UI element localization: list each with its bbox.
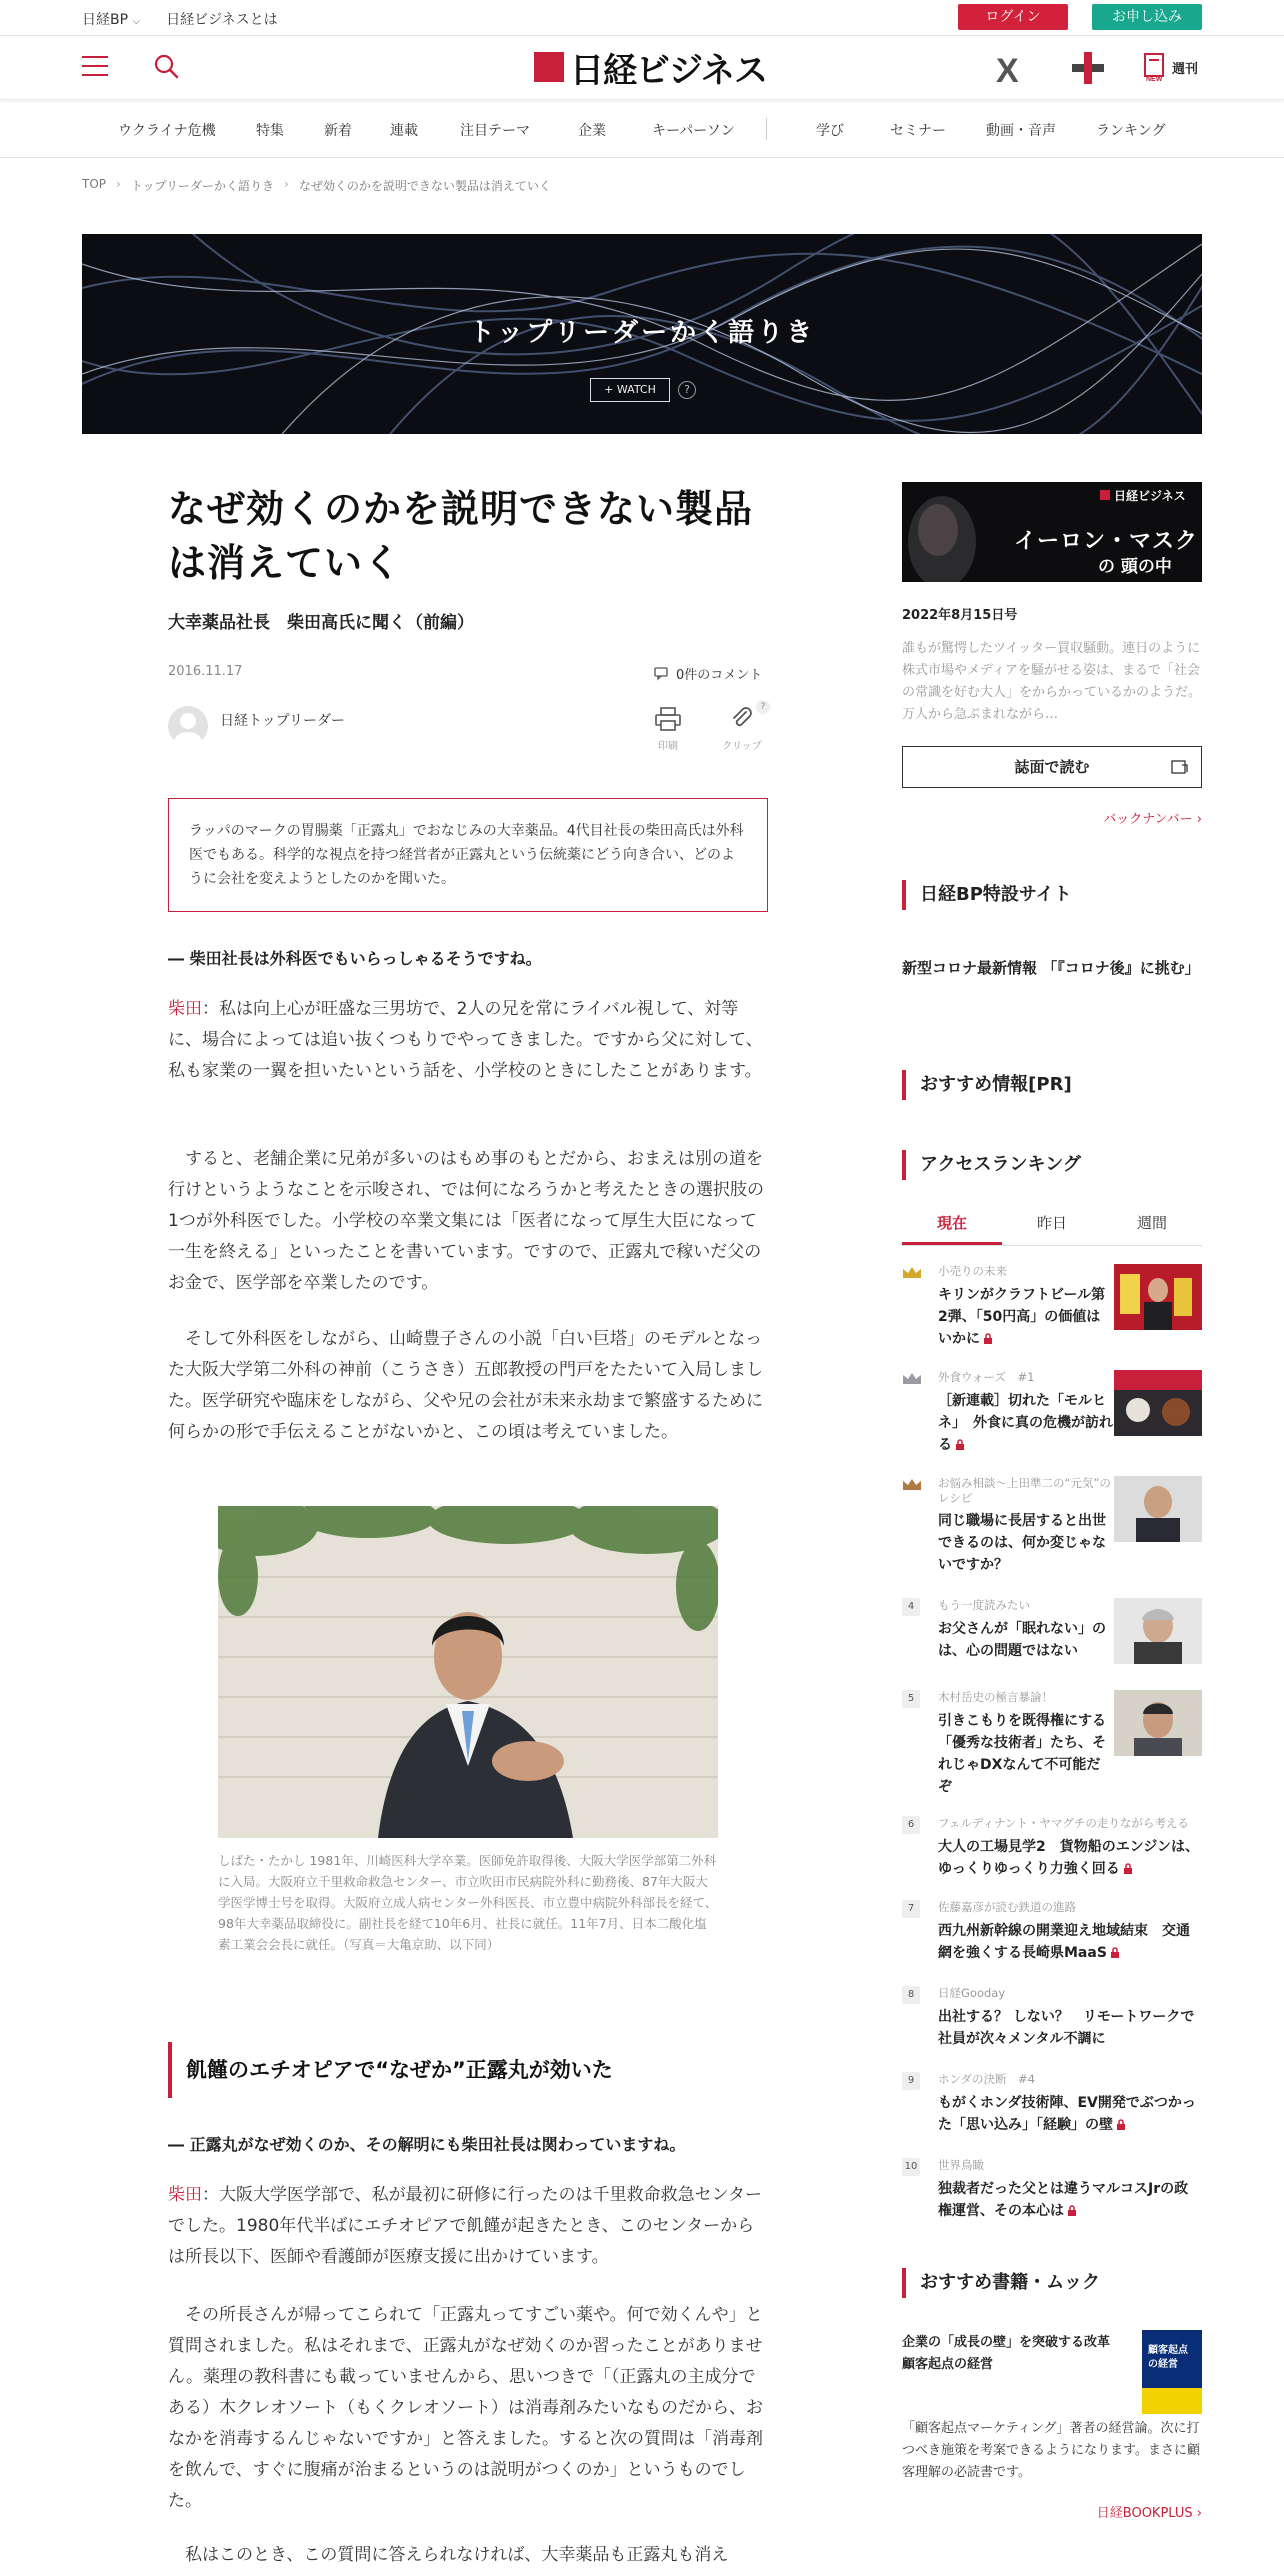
tab-yesterday[interactable]: 昨日: [1036, 1214, 1067, 1232]
book-title[interactable]: 企業の「成長の壁」を突破する改革 顧客起点の経営: [902, 2335, 1111, 2372]
nav-item-features[interactable]: 特集: [256, 123, 284, 139]
interview-photo: [218, 1506, 718, 1838]
silver-crown-icon: [901, 1370, 923, 1388]
book-cover-title: 顧客起点の経営: [1148, 2345, 1188, 2370]
ranking-number: 5: [902, 1690, 920, 1708]
article-title: なぜ効くのかを説明できない製品は消えていく: [168, 487, 754, 585]
magazine-icon: [1142, 52, 1168, 82]
ranking-category: 世界鳥瞰: [938, 2158, 984, 2172]
magazine-title-line2: の 頭の中: [1098, 557, 1172, 577]
nav-item-learning[interactable]: 学び: [816, 123, 844, 139]
weekly-link[interactable]: [1142, 52, 1198, 82]
chevron-down-icon: ⌵: [132, 16, 141, 27]
paperclip-icon: [728, 706, 756, 732]
bookplus-link[interactable]: 日経BOOKPLUS ›: [1096, 2506, 1202, 2521]
article-date: 2016.11.17: [168, 664, 243, 679]
nav-item-seminars[interactable]: セミナー: [890, 123, 946, 139]
photo-caption: しばた・たかし 1981年、川崎医科大学卒業。医師免許取得後、大阪大学医学部第二外科に入局。大阪府立千里救命救急センター、市立吹田市民病院外科に勤務後、87年大阪大学医学博士号を取得。大阪府立成人病センター外科医長、市立豊中病院外科部長を経て、98年大幸薬品取締役に。副社長を経て10年6月、社長に就任。11年7月、日本二酸化塩素工業会会長に就任。（写真＝大亀京助、以下同）: [218, 1853, 718, 1952]
nikkeibp-link[interactable]: 日経BP ⌵: [82, 12, 141, 28]
paragraph-3: そして外科医をしながら、山崎豊子さんの小説「白い巨塔」のモデルとなった大阪大学第二外科の神前（こうさき）五郎教授の門戸をたたいて入局しました。医学研究や臨床をしながら、父や兄の会社が未来永劫まで繁盛するために何らかの形で手伝えることがないかと、この頃は考えていました。: [168, 1329, 763, 1442]
gold-crown-icon: [901, 1264, 923, 1282]
book-cover-band: [1142, 2388, 1202, 2414]
chevron-right-icon: ›: [1196, 2506, 1202, 2521]
lock-icon: [1123, 1863, 1133, 1874]
ranking-thumbnail: [1114, 1476, 1202, 1542]
bronze-crown-icon: [901, 1476, 923, 1494]
ranking-number: 6: [902, 1816, 920, 1834]
ranking-thumbnail: [1114, 1370, 1202, 1436]
logo-text: 日経ビジネス: [570, 50, 767, 91]
site-header: [0, 36, 1284, 100]
ranking-title: お父さんが「眠れない」のは、心の問題ではない: [938, 1621, 1106, 1659]
comments-count: 0件のコメント: [676, 668, 763, 683]
weekly-new-badge: NEW: [1146, 76, 1163, 82]
paragraph-1: 柴田：私は向上心が旺盛な三男坊で、2人の兄を常にライバル視して、対等に、場合によっては追い抜くつもりでやってきました。ですから父に対して、私も家業の一翼を担いたいという話を、小学校のときにしたことがあります。: [168, 999, 763, 1081]
paragraph-4: 柴田：大阪大学医学部で、私が最初に研修に行ったのは千里救命救急センターでした。1980年代半ばにエチオピアで飢饉が起きたとき、このセンターからは所長以下、医師や看護師が医療支援に出かけています。: [168, 2185, 762, 2267]
ranking-title: 独裁者だった父とは違うマルコスJrの政権運営、その本心は: [938, 2181, 1189, 2219]
main-nav: [0, 102, 1284, 158]
watch-button[interactable]: + WATCH: [590, 378, 670, 402]
comment-icon: [654, 667, 670, 681]
back-numbers-link[interactable]: バックナンバー ›: [1103, 812, 1202, 827]
avatar: [168, 706, 208, 746]
special-sites-heading: 日経BP特設サイト: [902, 880, 1202, 910]
banner-title: トップリーダーかく語りき: [468, 318, 816, 348]
question-2: ― 正露丸がなぜ効くのか、その解明にも柴田社長は関わっていますね。: [168, 2135, 686, 2154]
ranking-thumbnail: [1114, 1598, 1202, 1664]
book-open-icon: [1171, 759, 1189, 775]
nav-item-companies[interactable]: 企業: [578, 123, 606, 139]
recommended-heading: おすすめ情報[PR]: [902, 1070, 1202, 1100]
utility-bar: [0, 0, 1284, 36]
search-icon[interactable]: [152, 52, 180, 80]
speaker-name: 柴田: [168, 2185, 202, 2205]
ranking-category: フェルディナント・ヤマグチの走りながら考える: [938, 1816, 1189, 1830]
chevron-right-icon: ›: [116, 177, 121, 191]
ranking-tabs: [902, 1202, 1202, 1246]
ranking-thumbnail: [1114, 1690, 1202, 1756]
magazine-description[interactable]: 誰もが驚愕したツイッター買収騒動。連日のように株式市場やメディアを騒がせる姿は、まるで「社会の常識を好む大人」をからかっているかのようだ。万人から急ぶまれながら…: [902, 641, 1202, 722]
breadcrumb: [82, 177, 551, 194]
ranking-thumbnail: [1114, 1264, 1202, 1330]
nav-item-ranking[interactable]: ランキング: [1096, 123, 1166, 139]
section-heading: 飢饉のエチオピアで“なぜか”正露丸が効いた: [168, 2042, 768, 2098]
lock-icon: [1067, 2205, 1077, 2216]
chevron-right-icon: ›: [1196, 812, 1202, 827]
magazine-cover-banner[interactable]: [902, 482, 1202, 582]
ranking-category: 佐藤嘉彦が読む鉄道の進路: [938, 1900, 1076, 1914]
magazine-issue-date: 2022年8月15日号: [902, 608, 1018, 623]
lock-icon: [1116, 2119, 1126, 2130]
nav-divider: [766, 118, 767, 140]
breadcrumb-series[interactable]: トップリーダーかく語りき: [130, 179, 274, 193]
author-block[interactable]: [168, 706, 345, 746]
site-logo[interactable]: [534, 46, 767, 91]
chevron-right-icon: ›: [284, 177, 289, 191]
nav-item-keyperson[interactable]: キーパーソン: [652, 123, 735, 139]
lock-icon: [955, 1439, 965, 1450]
nav-item-series[interactable]: 連載: [390, 123, 418, 139]
ranking-title: キリンがクラフトビール第2弾、「50円高」の価値はいかに: [938, 1287, 1106, 1347]
series-banner: [82, 234, 1202, 434]
breadcrumb-current: なぜ効くのかを説明できない製品は消えていく: [298, 179, 551, 193]
question-1: ― 柴田社長は外科医でもいらっしゃるそうですね。: [168, 949, 542, 968]
breadcrumb-top[interactable]: TOP: [82, 177, 107, 191]
special-site-link[interactable]: 新型コロナ最新情報 「『コロナ後』に挑む」: [902, 959, 1200, 977]
clip-help-badge[interactable]: ?: [756, 700, 770, 714]
ranking-title: 引きこもりを既得権にする「優秀な技術者」たち、それじゃDXなんて不可能だぞ: [938, 1713, 1106, 1795]
article-subtitle: 大幸薬品社長 柴田高氏に聞く（前編）: [168, 613, 474, 633]
ranking-number: 9: [902, 2072, 920, 2090]
access-ranking-heading: アクセスランキング: [902, 1150, 1202, 1180]
ranking-category: もう一度読みたい: [938, 1598, 1030, 1612]
subscribe-button[interactable]: お申し込み: [1092, 4, 1202, 30]
read-issue-button[interactable]: 誌面で読む: [902, 746, 1202, 788]
book-cover[interactable]: [1142, 2330, 1202, 2414]
portrait-image: [218, 1506, 718, 1838]
x-icon[interactable]: X: [996, 52, 1019, 90]
ranking-number: 10: [902, 2158, 920, 2176]
speaker-name: 柴田: [168, 999, 202, 1019]
about-link[interactable]: 日経ビジネスとは: [166, 12, 278, 28]
ranking-category: 外食ウォーズ #1: [938, 1370, 1035, 1384]
ranking-category: 日経Gooday: [938, 1986, 1006, 2000]
nav-item-video[interactable]: 動画・音声: [986, 123, 1056, 139]
comments-link[interactable]: [654, 664, 762, 683]
paragraph-2: すると、老舗企業に兄弟が多いのはもめ事のもとだから、おまえは別の道を行けというようなことを示唆され、では何になろうかと考えたときの選択肢の1つが外科医でした。小学校の卒業文集には「医者になって厚生大臣になって一生を終える」といったことを書いています。ですので、正露丸で稼いだ父のお金で、医学部を卒業したのです。: [168, 1149, 765, 1293]
ranking-category: ホンダの決断 #4: [938, 2072, 1035, 2086]
tab-now[interactable]: 現在: [902, 1202, 1002, 1245]
nav-item-new[interactable]: 新着: [324, 123, 352, 139]
paragraph-5: その所長さんが帰ってこられて「正露丸ってすごい薬や。何で効くんや」と質問されました。私はそれまで、正露丸がなぜ効くのか習ったことがありません。薬理の教科書にも載っていませんから、思いつきで「（正露丸の主成分である）木クレオソート（もくクレオソート）は消毒剤みたいなものだから、おなかを消毒するんじゃないですか」と答えました。すると次の質問は「消毒剤を飲んで、すぐに腹痛が治まるというのは説明がつくのか」というものでした。: [168, 2305, 763, 2511]
lock-icon: [983, 1333, 993, 1344]
clip-button[interactable]: [720, 702, 766, 752]
nav-item-themes[interactable]: 注目テーマ: [460, 123, 530, 139]
ranking-title: 大人の工場見学2 貨物船のエンジンは、ゆっくりゆっくり力強く回る: [938, 1839, 1200, 1877]
ranking-title: 西九州新幹線の開業迎え地域結束 交通網を強くする長崎県MaaS: [938, 1923, 1190, 1961]
ranking-category: 小売りの未来: [938, 1264, 1007, 1278]
utility-links: [82, 9, 278, 29]
magazine-title-line1: イーロン・マスク: [1014, 529, 1199, 554]
lead-box: ラッパのマークの胃腸薬「正露丸」でおなじみの大幸薬品。4代目社長の柴田高氏は外科医でもある。科学的な視点を持つ経営者が正露丸という伝統薬にどう向き合い、どのように会社を変えようとしたのかを聞いた。: [168, 798, 768, 912]
magazine-logo: 日経ビジネス: [1114, 489, 1186, 503]
ranking-title: ［新連載］切れた「モルヒネ」 外食に真の危機が訪れる: [938, 1393, 1113, 1453]
login-button[interactable]: ログイン: [958, 4, 1068, 30]
print-label: 印刷: [658, 741, 678, 752]
menu-icon[interactable]: [82, 56, 108, 78]
tab-weekly[interactable]: 週間: [1136, 1214, 1167, 1232]
logo-mark-icon: [534, 52, 564, 82]
ranking-number: 7: [902, 1900, 920, 1918]
author-name: 日経トップリーダー: [220, 713, 346, 729]
clip-label: クリップ: [722, 741, 762, 752]
print-button[interactable]: [646, 706, 690, 752]
nav-item-ukraine[interactable]: ウクライナ危機: [118, 123, 216, 139]
books-heading: おすすめ書籍・ムック: [902, 2268, 1202, 2298]
weekly-label: 週刊: [1172, 61, 1199, 77]
ranking-category: 木村岳史の極言暴論！: [938, 1690, 1053, 1704]
paragraph-6: 私はこのとき、この質問に答えられなければ、大幸薬品も正露丸も消え: [168, 2545, 729, 2565]
printer-icon: [654, 706, 682, 732]
ranking-number: 8: [902, 1986, 920, 2004]
plus-icon[interactable]: [1070, 50, 1106, 86]
ranking-title: 出社する？ しない？ リモートワークで社員が次々メンタル不調に: [938, 2009, 1195, 2047]
ranking-number: 4: [902, 1598, 920, 1616]
ranking-category: お悩み相談～上田準二の“元気”のレシピ: [938, 1476, 1111, 1505]
lock-icon: [1110, 1947, 1120, 1958]
book-description: 「顧客起点マーケティング」著者の経営論。次に打つべき施策を考案できるようになります。まさに顧客理解の必読書です。: [902, 2421, 1200, 2480]
ranking-title: もがくホンダ技術陣、EV開発でぶつかった「思い込み」「経験」の壁: [938, 2095, 1196, 2133]
ranking-title: 同じ職場に長居すると出世できるのは、何か変じゃないですか？: [938, 1513, 1106, 1573]
help-icon[interactable]: ?: [678, 381, 696, 399]
